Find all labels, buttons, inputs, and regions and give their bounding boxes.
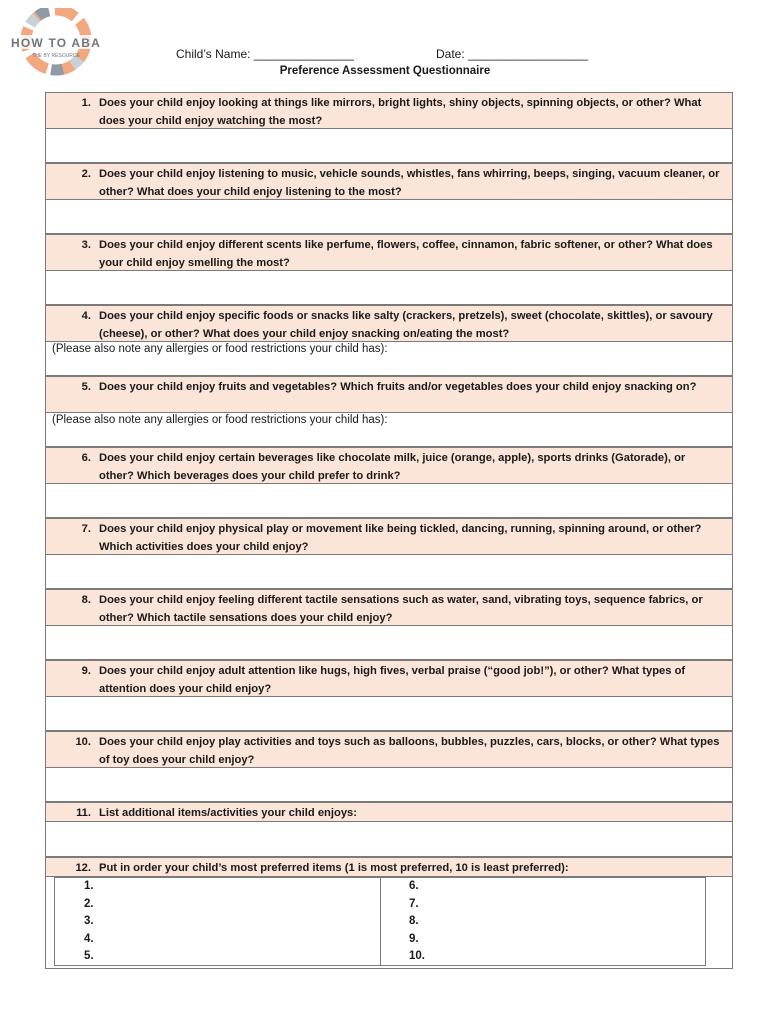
answer-box[interactable] xyxy=(45,129,733,163)
form-title: Preference Assessment Questionnaire xyxy=(279,65,491,77)
question-text: Does your child enjoy physical play or movement like being tickled, dancing, running, spinning around, or other? Which activities does your child enjoy? xyxy=(99,523,702,553)
ranking-table xyxy=(54,877,706,966)
question-number: 3. xyxy=(81,239,91,251)
answer-note: (Please also note any allergies or food restrictions your child has): xyxy=(52,414,388,426)
answer-box[interactable] xyxy=(45,484,733,518)
childs-name-field: Child’s Name: _______________ xyxy=(176,47,354,61)
rank-slot[interactable]: 6. xyxy=(409,880,419,892)
answer-note: (Please also note any allergies or food restrictions your child has): xyxy=(52,343,388,355)
answer-box[interactable] xyxy=(45,822,733,857)
question-text: Does your child enjoy certain beverages like chocolate milk, juice (orange, apple), sports drinks (Gatorade), or other? Which beverages does your child prefer to drink? xyxy=(99,452,686,482)
ranking-column-left xyxy=(55,878,381,965)
question-header xyxy=(45,589,733,626)
question-number: 11. xyxy=(76,807,91,819)
rank-slot[interactable]: 9. xyxy=(409,932,419,945)
question-text: List additional items/activities your child enjoys: xyxy=(99,807,357,819)
answer-box[interactable] xyxy=(45,271,733,305)
rank-slot[interactable]: 5. xyxy=(84,950,94,963)
question-header xyxy=(45,92,733,129)
question-text: Does your child enjoy looking at things like mirrors, bright lights, shiny objects, spinning objects, or other? What does your child enjoy watching the most? xyxy=(99,97,702,127)
question-header xyxy=(45,163,733,200)
answer-box[interactable] xyxy=(45,200,733,234)
question-header xyxy=(45,802,733,822)
rank-slot[interactable]: 8. xyxy=(409,915,419,928)
question-number: 10. xyxy=(75,736,91,748)
question-number: 12. xyxy=(75,862,91,874)
question-header xyxy=(45,857,733,877)
date-field: Date: __________________ xyxy=(436,47,589,61)
question-header xyxy=(45,376,733,413)
rank-slot[interactable]: 3. xyxy=(84,915,94,928)
question-number: 1. xyxy=(81,97,91,109)
question-header xyxy=(45,305,733,342)
question-number: 7. xyxy=(81,523,91,535)
question-text: Does your child enjoy play activities and toys such as balloons, bubbles, puzzles, cars, blocks, or other? What types of toy does your child enjoy? xyxy=(99,736,720,766)
question-header xyxy=(45,447,733,484)
question-text: Does your child enjoy specific foods or snacks like salty (crackers, pretzels), sweet (chocolate, skittles), or savoury (cheese), or other? What does your child enjoy snacking on/eating the most? xyxy=(99,310,713,340)
rank-slot[interactable]: 1. xyxy=(84,880,94,892)
question-header xyxy=(45,660,733,697)
rank-slot[interactable]: 7. xyxy=(409,897,419,910)
ranking-section xyxy=(45,877,733,969)
question-header xyxy=(45,518,733,555)
answer-box[interactable] xyxy=(45,697,733,731)
question-text: Does your child enjoy adult attention like hugs, high fives, verbal praise (“good job!”), or other? What types of attention does your child enjoy? xyxy=(99,665,686,695)
question-text: Does your child enjoy fruits and vegetables? Which fruits and/or vegetables does your child enjoy snacking on? xyxy=(99,381,697,393)
answer-box[interactable] xyxy=(45,555,733,589)
rank-slot[interactable]: 2. xyxy=(84,897,94,910)
question-text: Does your child enjoy listening to music, vehicle sounds, whistles, fans whirring, beeps, singing, vacuum cleaner, or other? What does your child enjoy listening to the most? xyxy=(99,168,720,198)
question-number: 4. xyxy=(81,310,91,322)
rank-slot[interactable]: 4. xyxy=(84,932,94,945)
question-number: 6. xyxy=(81,452,91,464)
question-number: 8. xyxy=(81,594,91,606)
question-text: Does your child enjoy feeling different tactile sensations such as water, sand, vibrating toys, sequence fabrics, or other? Which tactile sensations does your child enjoy? xyxy=(99,594,703,624)
question-header xyxy=(45,234,733,271)
question-number: 2. xyxy=(81,168,91,180)
questionnaire-form xyxy=(45,92,733,969)
answer-box[interactable] xyxy=(45,413,733,447)
question-text: Does your child enjoy different scents like perfume, flowers, coffee, cinnamon, fabric softener, or other? What does your child enjoy smelling the most? xyxy=(99,239,713,269)
answer-box[interactable] xyxy=(45,342,733,376)
logo-subtitle: THE BY RESOURCE xyxy=(32,53,80,59)
question-header xyxy=(45,731,733,768)
question-text: Put in order your child’s most preferred items (1 is most preferred, 10 is least preferred): xyxy=(99,862,569,874)
logo-title: HOW TO ABA xyxy=(11,36,101,50)
rank-slot[interactable]: 10. xyxy=(409,950,425,963)
question-number: 9. xyxy=(81,665,91,677)
question-number: 5. xyxy=(81,381,91,393)
ranking-column-right xyxy=(381,878,705,965)
answer-box[interactable] xyxy=(45,768,733,802)
answer-box[interactable] xyxy=(45,626,733,660)
